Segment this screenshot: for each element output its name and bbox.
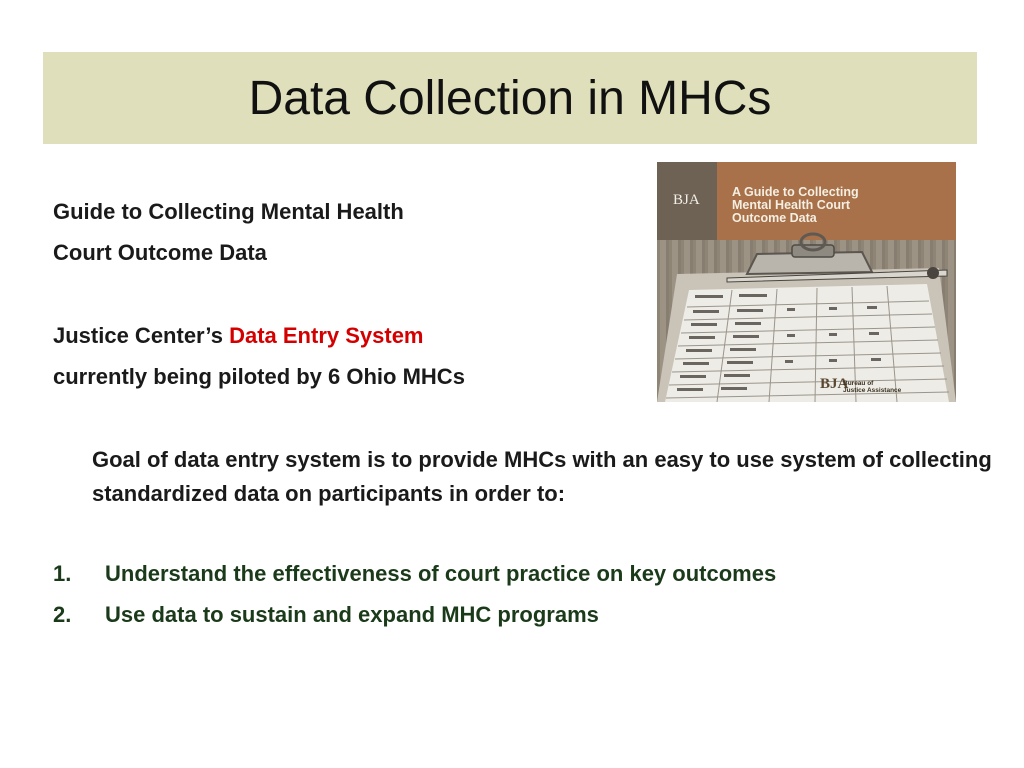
pilot-line: currently being piloted by 6 Ohio MHCs [53, 364, 465, 389]
justice-center-line [53, 323, 424, 349]
cover-title [732, 186, 947, 225]
guide-line-1: Guide to Collecting Mental Health [53, 199, 404, 224]
list-number: 1. [53, 561, 72, 586]
list-text: Use data to sustain and expand MHC programs [105, 602, 599, 627]
list-text: Understand the effectiveness of court practice on key outcomes [105, 561, 777, 586]
report-cover-image [657, 162, 956, 402]
goal-paragraph: Goal of data entry system is to provide MHCs with an easy to use system of collecting standardized data on participants in order to: [92, 447, 992, 506]
data-entry-system-highlight: Data Entry System [229, 323, 424, 348]
cover-title-line-1: A Guide to Collecting [732, 185, 859, 199]
bja-caption [843, 380, 901, 394]
guide-line-2: Court Outcome Data [53, 240, 267, 265]
cover-title-line-2: Mental Health Court [732, 198, 851, 212]
cover-title-line-3: Outcome Data [732, 211, 817, 225]
list-number: 2. [53, 602, 72, 627]
pen-cap [927, 267, 939, 279]
title-band [43, 52, 977, 144]
bja-caption-line-1: Bureau of [843, 380, 874, 387]
list-item [53, 602, 599, 628]
bja-logo-bottom: BJA [820, 376, 849, 392]
bja-logo-top: BJA [673, 192, 700, 208]
list-item [53, 561, 776, 587]
bja-caption-line-2: Justice Assistance [843, 387, 902, 394]
slide-title: Data Collection in MHCs [248, 71, 772, 125]
justice-prefix: Justice Center’s [53, 323, 230, 348]
